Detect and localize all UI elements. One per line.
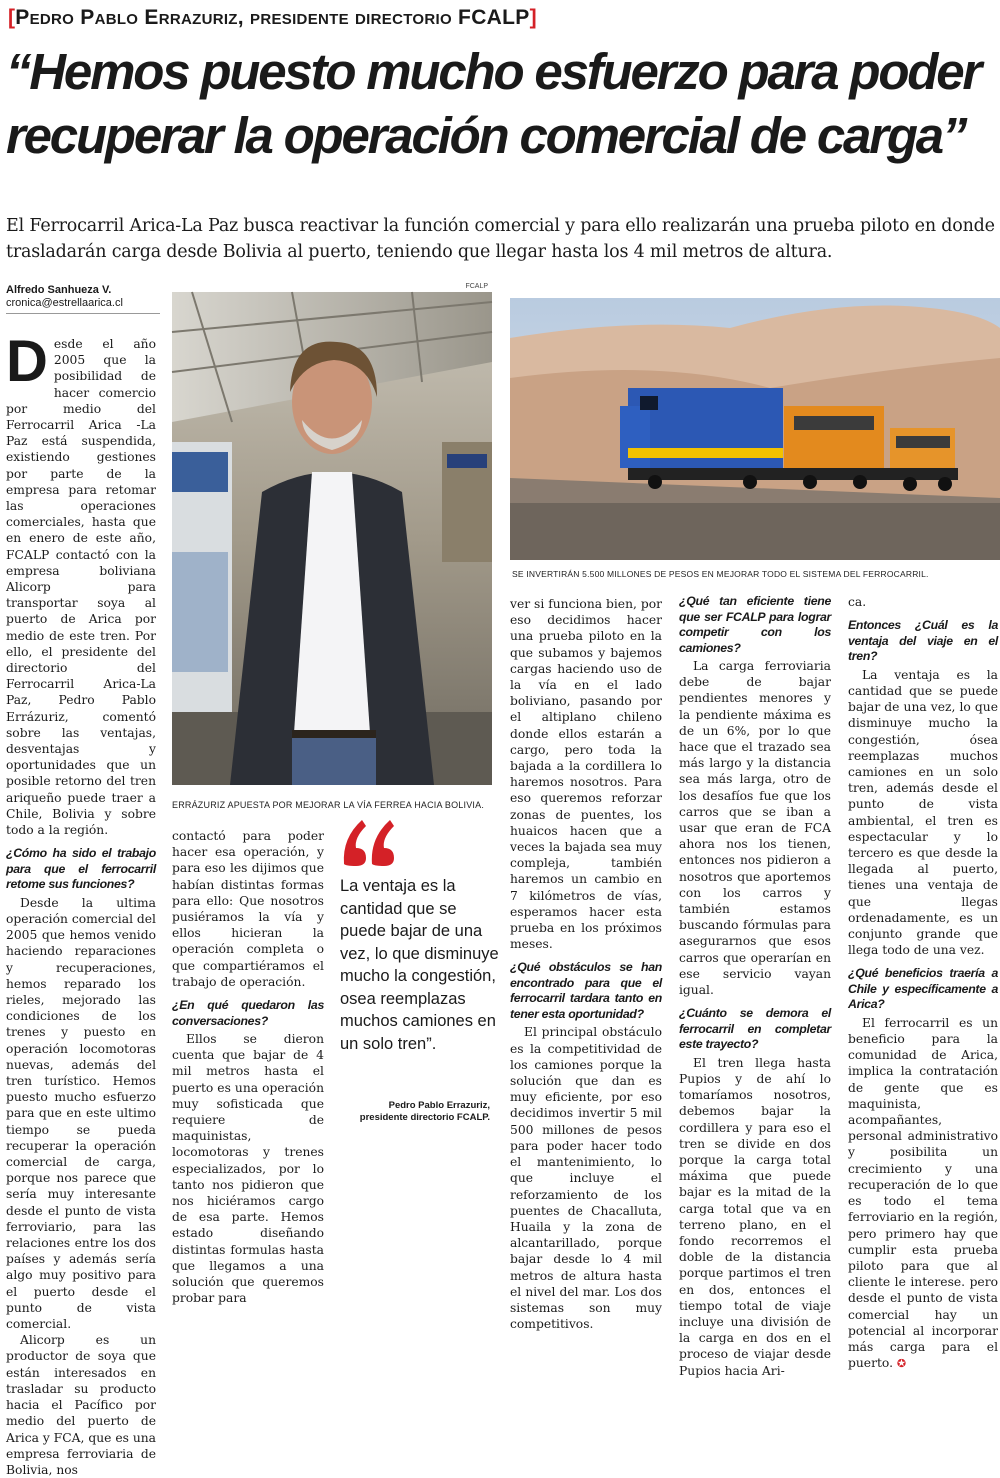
column-3	[510, 596, 662, 1332]
train-caption: SE INVERTIRÁN 5.500 MILLONES DE PESOS EN MEJORAR TODO EL SISTEMA DEL FERROCARRIL.	[512, 569, 929, 579]
answer-1: Desde la ultima operación comercial del 2005 que hemos venido haciendo reparaciones y recuperaciones, hemos reparado los rieles, mejorado las condiciones de los trenes y puesto en operación locomotoras nuevas, además del tren turístico. Hemos puesto mucho esfuerzo para que en este ultimo tiempo se pueda recuperar la operación comercial de carga, porque nos parece que sería muy interesante desde el punto de vista ferroviario, para las relaciones entre los dos países y además sería algo muy positivo para el puerto desde el punto de vista comercial.	[6, 895, 156, 1332]
question-3: ¿Qué obstáculos se han encontrado para que el ferrocarril tardara tanto en tener esta oportunidad?	[510, 960, 662, 1021]
headline-line-2: recuperar la operación comercial de carga”	[6, 107, 966, 164]
byline	[6, 284, 123, 310]
answer-5: El tren llega hasta Pupios y de ahí lo tomaríamos nosotros, debemos bajar la cordillera y para eso el tren se divide en dos porque la carga total máxima que puede bajar es la mitad de la carga total que va en terreno plano, en el fondo recorremos el doble de la distancia porque partimos el tren en dos, entonces el tiempo total de viaje incluye una división de la carga en dos en el proceso de viajar desde Pupios hacia Ari-	[679, 1055, 831, 1378]
column-2	[172, 828, 324, 1306]
train-photo	[510, 298, 1000, 560]
column-5	[848, 594, 998, 1372]
paragraph: ver si funciona bien, por eso decidimos hacer una prueba piloto en la que subamos y bajemos cargas haciendo uso de la vía en el lado boliviano, pasando por el altiplano chileno donde ellos estarán a cargo, pero toda la bajada a la cordillera lo haremos nosotros. Para eso queremos reforzar zonas de puentes, los huaicos hacen que a veces la bajada sea muy compleja, también haremos un cambio en 7 kilómetros de vías, esperamos hacer esta prueba en los próximos meses.	[510, 597, 662, 952]
headline	[6, 40, 996, 168]
answer-2: Ellos se dieron cuenta que bajar de 4 mil metros hasta el puerto es una operación muy sofisticada que requiere de maquinistas, locomotoras y trenes especializados, por lo tanto nos pidieron que nos hiciéramos cargo de esa parte. Hemos estado diseñando distintas formulas hasta que llegamos a una solución que queremos probar para	[172, 1032, 324, 1306]
column-4	[679, 594, 831, 1379]
pull-quote: La ventaja es la cantidad que se puede bajar de una vez, lo que disminuye mucho la congestión, osea reemplazas muchos camiones en un solo tren”.	[340, 877, 499, 1053]
question-1: ¿Cómo ha sido el trabajo para que el ferrocarril retome sus funciones?	[6, 846, 156, 892]
byline-author: Alfredo Sanhueza V.	[6, 284, 112, 296]
drop-cap: D	[6, 329, 48, 394]
quote-mark-icon	[340, 808, 400, 868]
pull-quote-source: Pedro Pablo Errazuriz, presidente directorio FCALP.	[359, 1100, 490, 1123]
answer-4: La carga ferroviaria debe de bajar pendientes menores y la pendiente máxima es de un 6%, por lo que hace que el trazado sea más largo y la distancia sea más larga, otro de los desafíos fue que los carros que se iban a usar que eran de FCA ahora nos los tienen, entonces nos pidieron a nosotros que aportemos con los carros y también estamos buscando fórmulas para asegurarnos que esos carros que operarían en ese servicio vayan igual.	[679, 659, 831, 998]
byline-email[interactable]: cronica@estrellaarica.cl	[6, 297, 123, 309]
column-1	[6, 329, 156, 1478]
portrait-caption: ERRÁZURIZ APUESTA POR MEJORAR LA VÍA FERREA HACIA BOLIVIA.	[172, 800, 485, 810]
answer-3: El principal obstáculo es la competitividad de los camiones porque la solución que dan es muy eficiente, por eso decidimos invertir 5 mil 500 millones de pesos para poder hacer todo el mantenimiento, lo que incluye el reforzamiento de los puentes de Chacalluta, Huaila y la zona de alcantarillado, porque bajar desde lo 4 mil metros de altura hasta el nivel del mar. Los dos sistemas son muy competitivos.	[510, 1025, 662, 1332]
headline-line-1: “Hemos puesto mucho esfuerzo para poder	[6, 43, 981, 100]
question-2: ¿En qué quedaron las conversaciones?	[172, 998, 324, 1028]
paragraph: contactó para poder hacer esa operación, y para eso les dijimos que habían distintas formas para ello: Que nosotros pusiéramos la vía y ellos hicieran la operación completa o que compartiéramos el trabajo de operación.	[172, 829, 324, 989]
end-mark-icon: ✪	[896, 1357, 907, 1371]
question-5: ¿Cuánto se demora el ferrocarril en completar este trayecto?	[679, 1006, 831, 1052]
kicker: [Pedro Pablo Errazuriz, presidente directorio FCALP]	[8, 6, 537, 29]
answer-7: El ferrocarril es un beneficio para la comunidad de Arica, implica la contratación de gente que es maquinista, acompañantes, personal administrativo y posibilita un crecimiento y una recuperación de lo que es todo el tema ferroviario en la región, pero primero hay que cumplir esta prueba piloto para que al cliente le interese. pero desde el punto de vista comercial hay un potencial al incorporar más carga para el puerto. ✪	[848, 1015, 998, 1371]
deck: El Ferrocarril Arica-La Paz busca reactivar la función comercial y para ello realizarán una prueba piloto en donde trasladarán carga desde Bolivia al puerto, teniendo que llegar hasta los 4 mil metros de altura.	[6, 216, 995, 262]
question-6: Entonces ¿Cuál es la ventaja del viaje en el tren?	[848, 618, 998, 664]
paragraph: Alicorp es un productor de soya que están interesados en trasladar su producto hacia el Pacífico por medio del puerto de Arica y FCA, que es una empresa ferroviaria de Bolivia, nos	[6, 1333, 156, 1477]
question-7: ¿Qué beneficios traería a Chile y específicamente a Arica?	[848, 966, 998, 1012]
paragraph: ca.	[848, 595, 867, 609]
byline-divider	[6, 313, 160, 314]
question-4: ¿Qué tan eficiente tiene que ser FCALP para lograr competir con los camiones?	[679, 594, 831, 655]
train-image	[510, 298, 1000, 560]
portrait-credit: FCALP	[465, 283, 488, 290]
portrait-photo	[172, 283, 492, 785]
portrait-image	[172, 292, 492, 785]
kicker-text: Pedro Pablo Errazuriz, presidente directorio FCALP	[15, 6, 530, 29]
answer-6: La ventaja es la cantidad que se puede bajar de una vez, lo que disminuye mucho la congestión, ósea reemplazas muchos camiones en un solo tren, además desde el punto de vista ambiental, el tren es espectacular y lo tercero es que desde la llegada al puerto, tienes una ventaja de que llegas ordenadamente, es un conjunto grande que llega todo de una vez.	[848, 667, 998, 958]
article-lead: Desde el año 2005 que la posibilidad de hacer comercio por medio del Ferrocarril Arica -La Paz está suspendida, existiendo gestiones por parte de la empresa para retomar las operaciones comerciales, hasta que en enero de este año, FCALP contactó con la empresa boliviana Alicorp para transportar soya al puerto de Arica por medio de este tren. Por ello, el presidente del directorio del Ferrocarril Arica-La Paz, Pedro Pablo Errázuriz, comentó sobre las ventajas, desventajas y oportunidades que un posible retorno del tren ariqueño puede traer a Chile, Bolivia y sobre todo a la región.	[6, 329, 156, 838]
